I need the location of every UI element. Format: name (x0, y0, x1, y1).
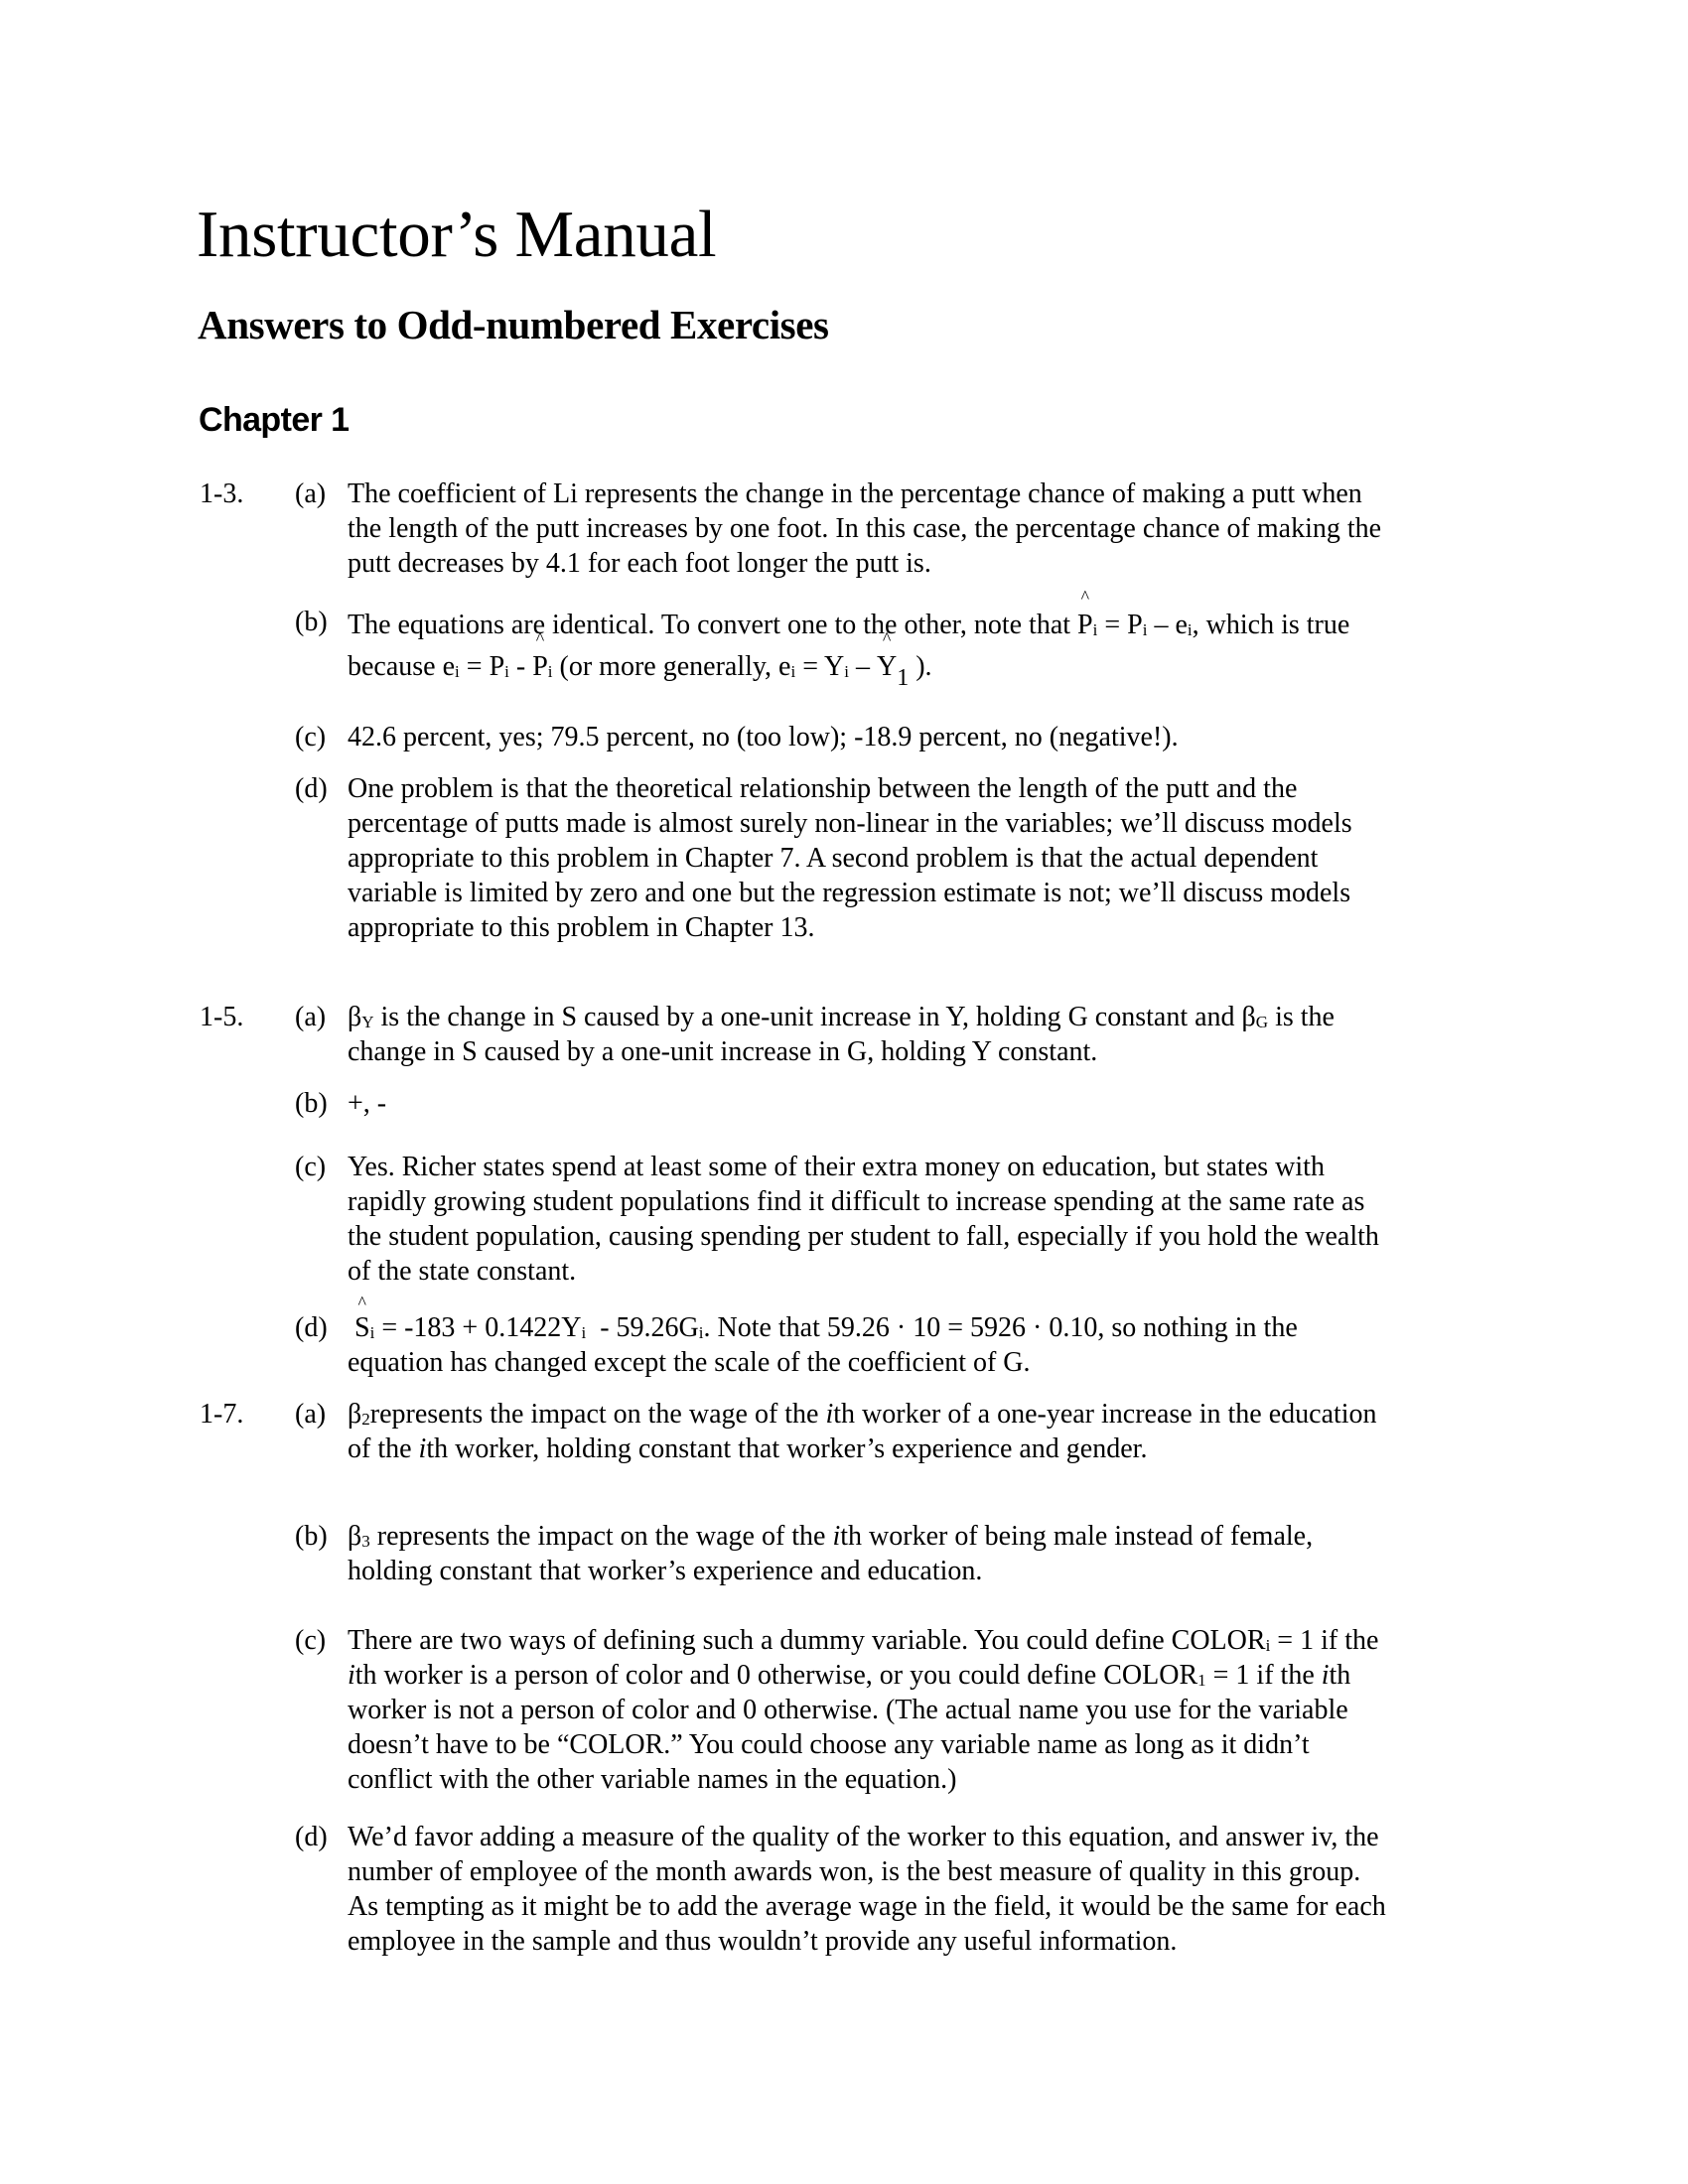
answer-1-3-c (348, 720, 1499, 754)
answer-1-5-d (348, 1310, 1499, 1380)
text-line: ^ $S_i = -183 + 0.1422Y_i - 59.26G_i$. Note that 59.26 · 10 = 5926 · 0.10, so nothing in the (348, 1310, 1499, 1345)
p-hat-symbol: ^ P (532, 646, 548, 688)
text-line: 42.6 percent, yes; 79.5 percent, no (too low); -18.9 percent, no (negative!). (348, 722, 1179, 752)
part-label-1-5-d: (d) (295, 1312, 328, 1343)
text-line: As tempting as it might be to add the average wage in the field, it would be the same for each (348, 1891, 1386, 1922)
part-label-1-7-d: (d) (295, 1822, 328, 1852)
part-label-1-3-b: (b) (295, 607, 328, 637)
text-line: conflict with the other variable names in the equation.) (348, 1764, 957, 1795)
text-line: Yes. Richer states spend at least some of their extra money on education, but states with (348, 1152, 1325, 1182)
s-hat-symbol: ^ S (354, 1310, 370, 1345)
document-subtitle: Answers to Odd-numbered Exercises (198, 302, 829, 347)
text-line: the student population, causing spending per student to fall, especially if you hold the wealth (348, 1221, 1379, 1252)
exercise-number-1-5: 1-5. (200, 1002, 244, 1032)
part-label-1-3-d: (d) (295, 773, 328, 804)
part-label-1-5-c: (c) (295, 1152, 327, 1182)
document-title: Instructor’s Manual (197, 198, 717, 271)
p-hat-symbol: ^ P (1077, 605, 1093, 646)
text-line: employee in the sample and thus wouldn’t provide any useful information. (348, 1926, 1178, 1957)
text-line: We’d favor adding a measure of the quality of the worker to this equation, and answer iv, the (348, 1822, 1379, 1852)
text-line: holding constant that worker’s experience and education. (348, 1556, 983, 1586)
text-line: doesn’t have to be “COLOR.” You could choose any variable name as long as it didn’t (348, 1729, 1310, 1760)
answer-1-5-b (348, 1086, 1499, 1121)
beta-symbol: β (348, 1002, 362, 1032)
part-label-1-3-a: (a) (295, 478, 327, 509)
text-line: putt decreases by 4.1 for each foot longer the putt is. (348, 548, 931, 579)
part-label-1-7-c: (c) (295, 1625, 327, 1656)
text-line: $\beta_2represents$ the impact on the wage of the ith worker of a one-year increase in the education (348, 1399, 1377, 1430)
text-line: $\beta_3$ represents the impact on the wage of the ith worker of being male instead of female, (348, 1521, 1314, 1552)
text-line: +, - (348, 1088, 387, 1119)
text-line: number of employee of the month awards won, is the best measure of quality in this group. (348, 1856, 1361, 1887)
beta-symbol: β (348, 1399, 362, 1430)
part-label-1-7-a: (a) (295, 1399, 327, 1430)
answer-1-7-d (348, 1820, 1499, 1959)
answer-1-7-a (348, 1397, 1499, 1466)
answer-1-3-b (348, 605, 1499, 691)
text-line: because $e_i = P_i$ - ^ $P_i$ (or more generally, $e_i = Y_i$ – ^ $Y_1$ ). (348, 646, 1499, 688)
text-line: The equations are identical. To convert one to the other, note that ^ $P_i = P_i - e_i$, which is true (348, 605, 1499, 646)
answer-1-3-d (348, 771, 1499, 945)
part-label-1-5-a: (a) (295, 1002, 327, 1032)
answer-1-5-a (348, 1000, 1499, 1069)
exercise-number-1-7: 1-7. (200, 1399, 244, 1430)
text-line: percentage of putts made is almost surely non-linear in the variables; we’ll discuss models (348, 808, 1352, 839)
text-line: The coefficient of Li represents the change in the percentage chance of making a putt when (348, 478, 1362, 509)
y-hat-symbol: ^ Y (877, 646, 897, 688)
text-line: the length of the putt increases by one foot. In this case, the percentage chance of making the (348, 513, 1382, 544)
text-line: change in S caused by a one-unit increase in G, holding Y constant. (348, 1036, 1098, 1067)
answer-1-7-c (348, 1623, 1499, 1797)
text-line: There are two ways of defining such a dummy variable. You could define $COLOR_i = 1$ if the (348, 1625, 1379, 1656)
text-line: appropriate to this problem in Chapter 7. A second problem is that the actual dependent (348, 843, 1319, 874)
beta-symbol: β (1241, 1002, 1256, 1032)
text-line: equation has changed except the scale of the coefficient of G. (348, 1347, 1031, 1378)
text-line: variable is limited by zero and one but the regression estimate is not; we’ll discuss models (348, 878, 1351, 908)
text-line: $\beta_Y$ is the change in S caused by a one-unit increase in Y, holding G constant and $\beta_G$ is the (348, 1002, 1335, 1032)
text-line: worker is not a person of color and 0 otherwise. (The actual name you use for the variable (348, 1695, 1348, 1725)
answer-1-7-b (348, 1519, 1499, 1588)
part-label-1-5-b: (b) (295, 1088, 328, 1119)
text-line: rapidly growing student populations find it difficult to increase spending at the same rate as (348, 1186, 1365, 1217)
chapter-heading: Chapter 1 (199, 401, 350, 439)
beta-symbol: β (348, 1521, 362, 1552)
part-label-1-7-b: (b) (295, 1521, 328, 1552)
text-line: of the state constant. (348, 1256, 577, 1287)
text-line: One problem is that the theoretical relationship between the length of the putt and the (348, 773, 1298, 804)
text-line: of the ith worker, holding constant that worker’s experience and gender. (348, 1433, 1148, 1464)
text-line: appropriate to this problem in Chapter 13. (348, 912, 815, 943)
text-line: ith worker is a person of color and 0 otherwise, or you could define $COLOR_1 = 1$ if the ith (348, 1660, 1351, 1691)
exercise-number-1-3: 1-3. (200, 478, 244, 509)
answer-1-3-a (348, 477, 1499, 581)
answer-1-5-c (348, 1150, 1499, 1289)
part-label-1-3-c: (c) (295, 722, 327, 752)
